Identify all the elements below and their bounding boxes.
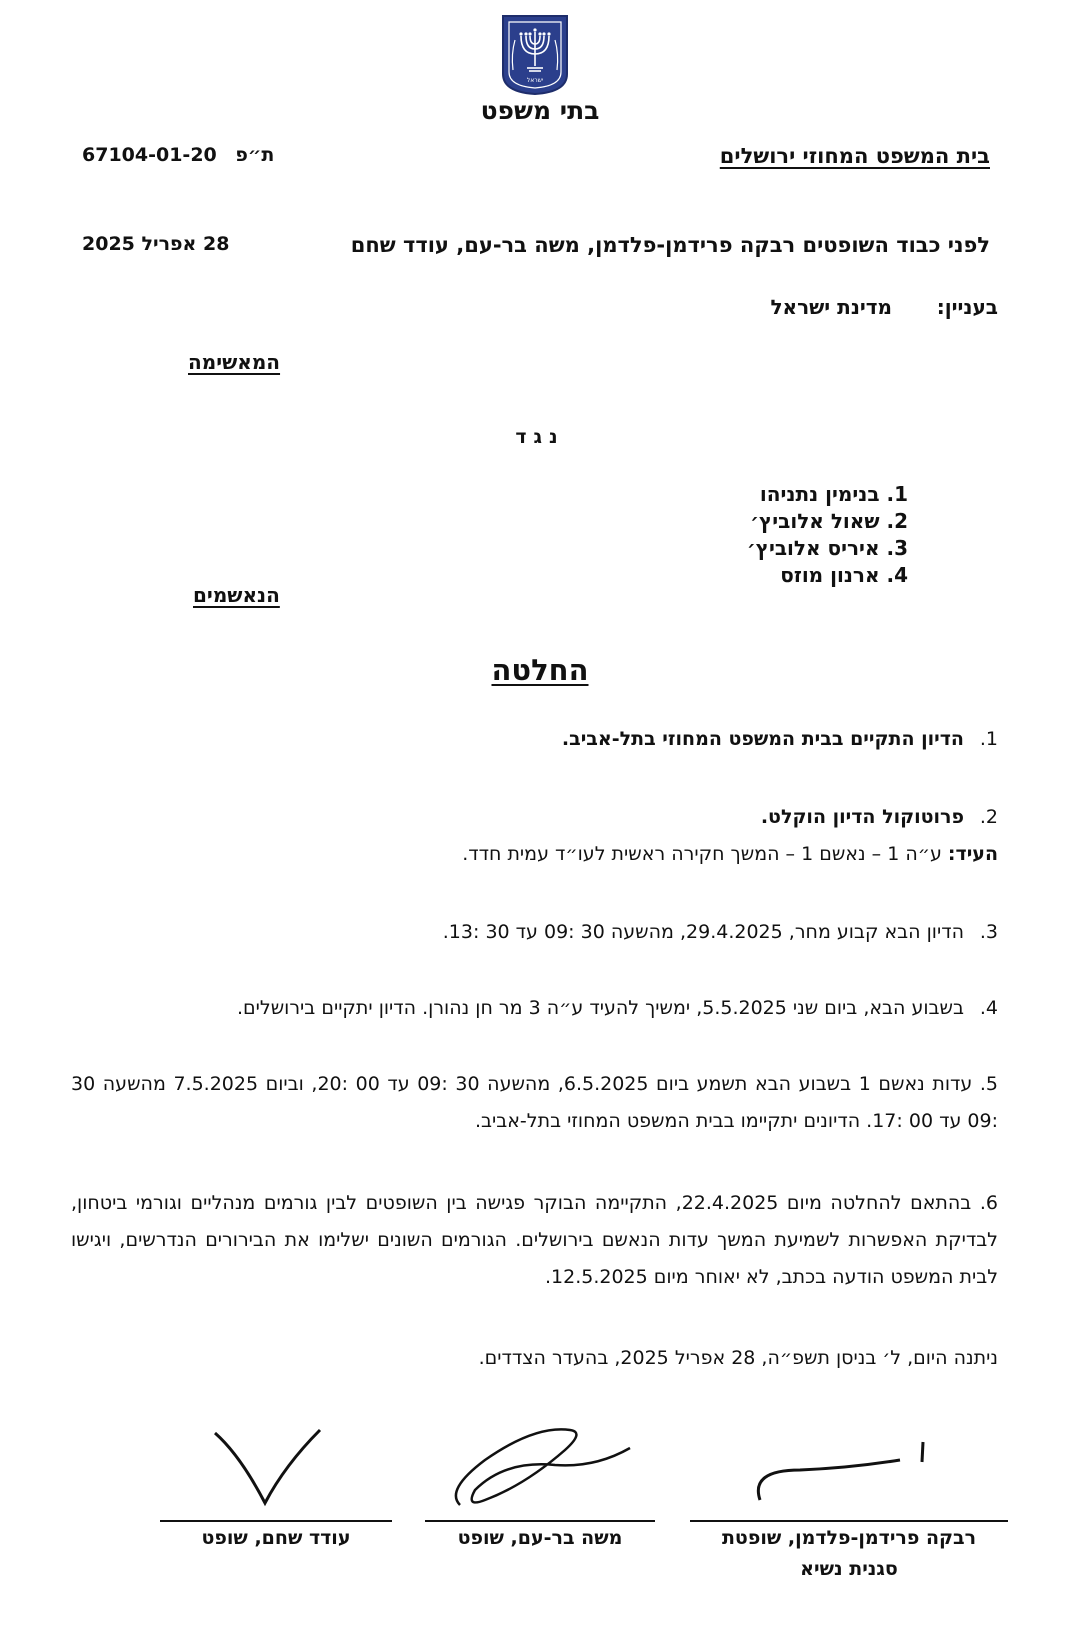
witness-text: ע״ה 1 – נאשם 1 – המשך חקירה ראשית לעו״ד עמית חדד. (462, 843, 942, 865)
signature-line (690, 1520, 1008, 1522)
decision-item (761, 806, 998, 828)
court-name: בית המשפט המחוזי ירושלים (719, 144, 990, 168)
matter-label: בעניין: (936, 295, 998, 319)
decision-item (237, 997, 998, 1019)
signature-2-icon (445, 1420, 645, 1515)
defendant-item: 1. בנימין נתניהו (759, 482, 908, 506)
defendants-list (747, 481, 908, 589)
defendant-item: 4. ארנון מוזס (780, 563, 908, 587)
prosecution-name: מדינת ישראל (770, 295, 892, 319)
case-number (82, 144, 274, 166)
item-text: בהתאם להחלטה מיום 22.4.2025, התקיימה הבוקר פגישה בין השופטים לבין גורמים מנהליים וגורמי ביטחון, לבדיקת האפשרות לשמיעת המשך עדות הנאשם בירושלים. הגורמים השונים ישלימו את הבירורים הנדרשים, ויגישו לבית המשפט הודעה בכתב, לא יאוחר מיום 12.5.2025. (71, 1192, 998, 1288)
decision-title: החלטה (491, 653, 589, 687)
witness-label: העיד: (947, 843, 998, 865)
emblem-caption: ישראל (526, 77, 544, 84)
hearing-date: 28 אפריל 2025 (82, 233, 230, 255)
defendant-item: 3. איריס אלוביץ׳ (746, 536, 908, 560)
item-number: 4. (979, 997, 998, 1019)
item-number: 1. (979, 728, 998, 750)
decision-item (71, 1185, 998, 1296)
signature-line (160, 1520, 392, 1522)
state-of-israel-emblem-icon (499, 14, 571, 96)
signatory-name: משה בר-עם, שופט (457, 1527, 623, 1549)
case-number-value: 67104-01-20 (82, 144, 217, 166)
item-number: 6. (979, 1192, 998, 1214)
item-number: 3. (979, 921, 998, 943)
decision-item (562, 728, 998, 750)
given-date-line: ניתנה היום, ל׳ בניסן תשפ״ה, 28 אפריל 2025, בהעדר הצדדים. (478, 1347, 998, 1369)
versus-label: נגד (515, 426, 565, 448)
item-number: 5. (979, 1073, 998, 1095)
case-prefix: ת״פ (235, 144, 275, 166)
defendant-item: 2. שאול אלוביץ׳ (750, 509, 908, 533)
signatory-name: עודד שחם, שופט (201, 1527, 351, 1549)
defendants-role: הנאשמים (193, 583, 280, 607)
decision-item (443, 921, 998, 943)
signature-3-icon (210, 1425, 330, 1510)
item-text: הדיון התקיים בבית המשפט המחוזי בתל-אביב. (561, 728, 964, 750)
decision-item (71, 1066, 998, 1140)
item-text: עדות נאשם 1 בשבוע הבא תשמע ביום 6.5.2025, מהשעה 30 :09 עד 00 :20, וביום 7.5.2025 מהשעה 30 :09 עד 00 :17. הדיונים יתקיימו בבית המשפט המחוזי בתל-אביב. (71, 1073, 998, 1132)
judges-panel: לפני כבוד השופטים רבקה פרידמן-פלדמן, משה בר-עם, עודד שחם (350, 233, 990, 257)
prosecution-role: המאשימה (188, 350, 281, 374)
item-text: הדיון הבא קבוע מחר, 29.4.2025, מהשעה 30 :09 עד 30 :13. (442, 921, 964, 943)
signature-line (425, 1520, 655, 1522)
signatory-title: סגנית נשיא (800, 1558, 898, 1580)
courts-title: בתי משפט (480, 96, 600, 125)
item-text: בשבוע הבא, ביום שני 5.5.2025, ימשיך להעיד ע״ה 3 מר חן נהורן. הדיון יתקיים בירושלים. (237, 997, 964, 1019)
item-number: 2. (979, 806, 998, 828)
item-text: פרוטוקול הדיון הוקלט. (760, 806, 964, 828)
signature-1-icon (740, 1430, 940, 1510)
witness-line (462, 843, 998, 865)
signatory-name: רבקה פרידמן-פלדמן, שופטת (721, 1527, 977, 1549)
